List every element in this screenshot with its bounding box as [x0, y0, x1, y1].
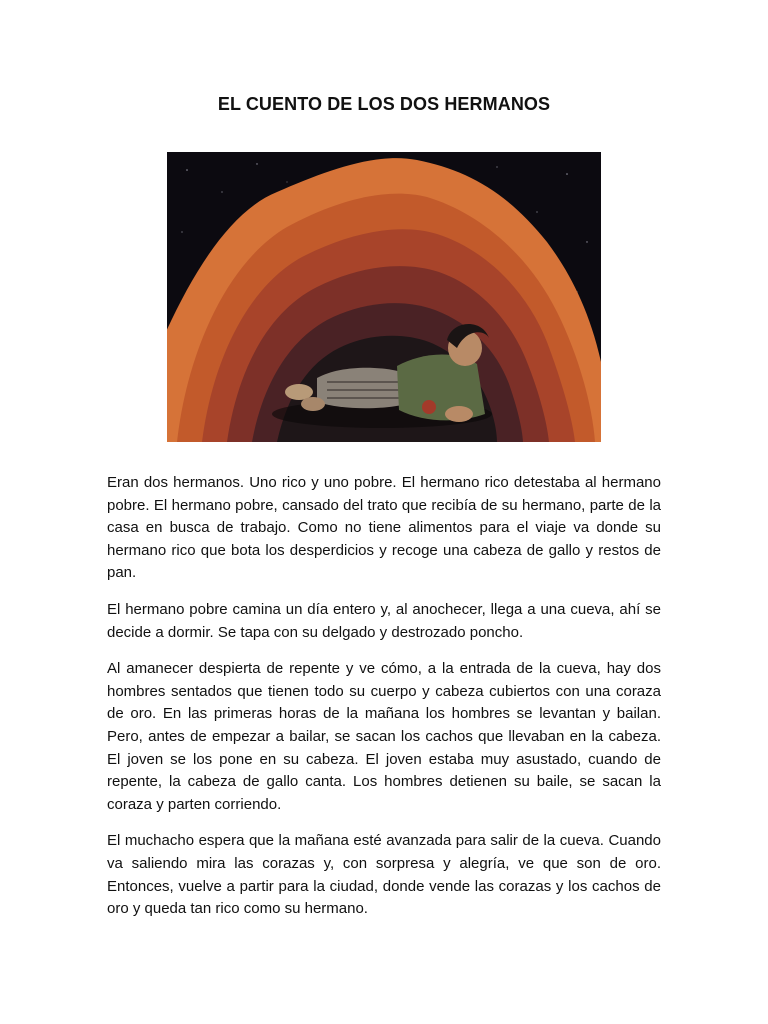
cave-illustration [167, 152, 601, 442]
cave-illustration-art [167, 152, 601, 442]
paragraph-2: El hermano pobre camina un día entero y, al anochecer, llega a una cueva, ahí se decide a dormir. Se tapa con su delgado y destrozado poncho. [107, 600, 661, 641]
story-text [107, 472, 661, 935]
document-title: EL CUENTO DE LOS DOS HERMANOS [217, 94, 551, 114]
paragraph-3: Al amanecer despierta de repente y ve cómo, a la entrada de la cueva, hay dos hombres sentados que tienen todo su cuerpo y cabeza cubiertos con una coraza de oro. En las primeras horas de la mañana los hombres se levantan y bailan. Pero, antes de empezar a bailar, se sacan los cachos que llevaban en la cabeza. El joven se los pone en su cabeza. El joven estaba muy asustado, cuando de repente, la cabeza de gallo canta. Los hombres detienen su baile, se sacan la coraza y parten corriendo. [107, 660, 661, 813]
paragraph-1: Eran dos hermanos. Uno rico y uno pobre. El hermano rico detestaba al hermano pobre. El hermano pobre, cansado del trato que recibía de su hermano, parte de la casa en busca de trabajo. Como no tiene alimentos para el viaje va donde su hermano rico que bota los desperdicios y recoge una cabeza de gallo y restos de pan. [107, 474, 661, 582]
paragraph-4: El muchacho espera que la mañana esté avanzada para salir de la cueva. Cuando va saliendo mira las corazas y, con sorpresa y alegría, ve que son de oro. Entonces, vuelve a partir para la ciudad, donde vende las corazas y los cachos de oro y queda tan rico como su hermano. [107, 832, 661, 918]
